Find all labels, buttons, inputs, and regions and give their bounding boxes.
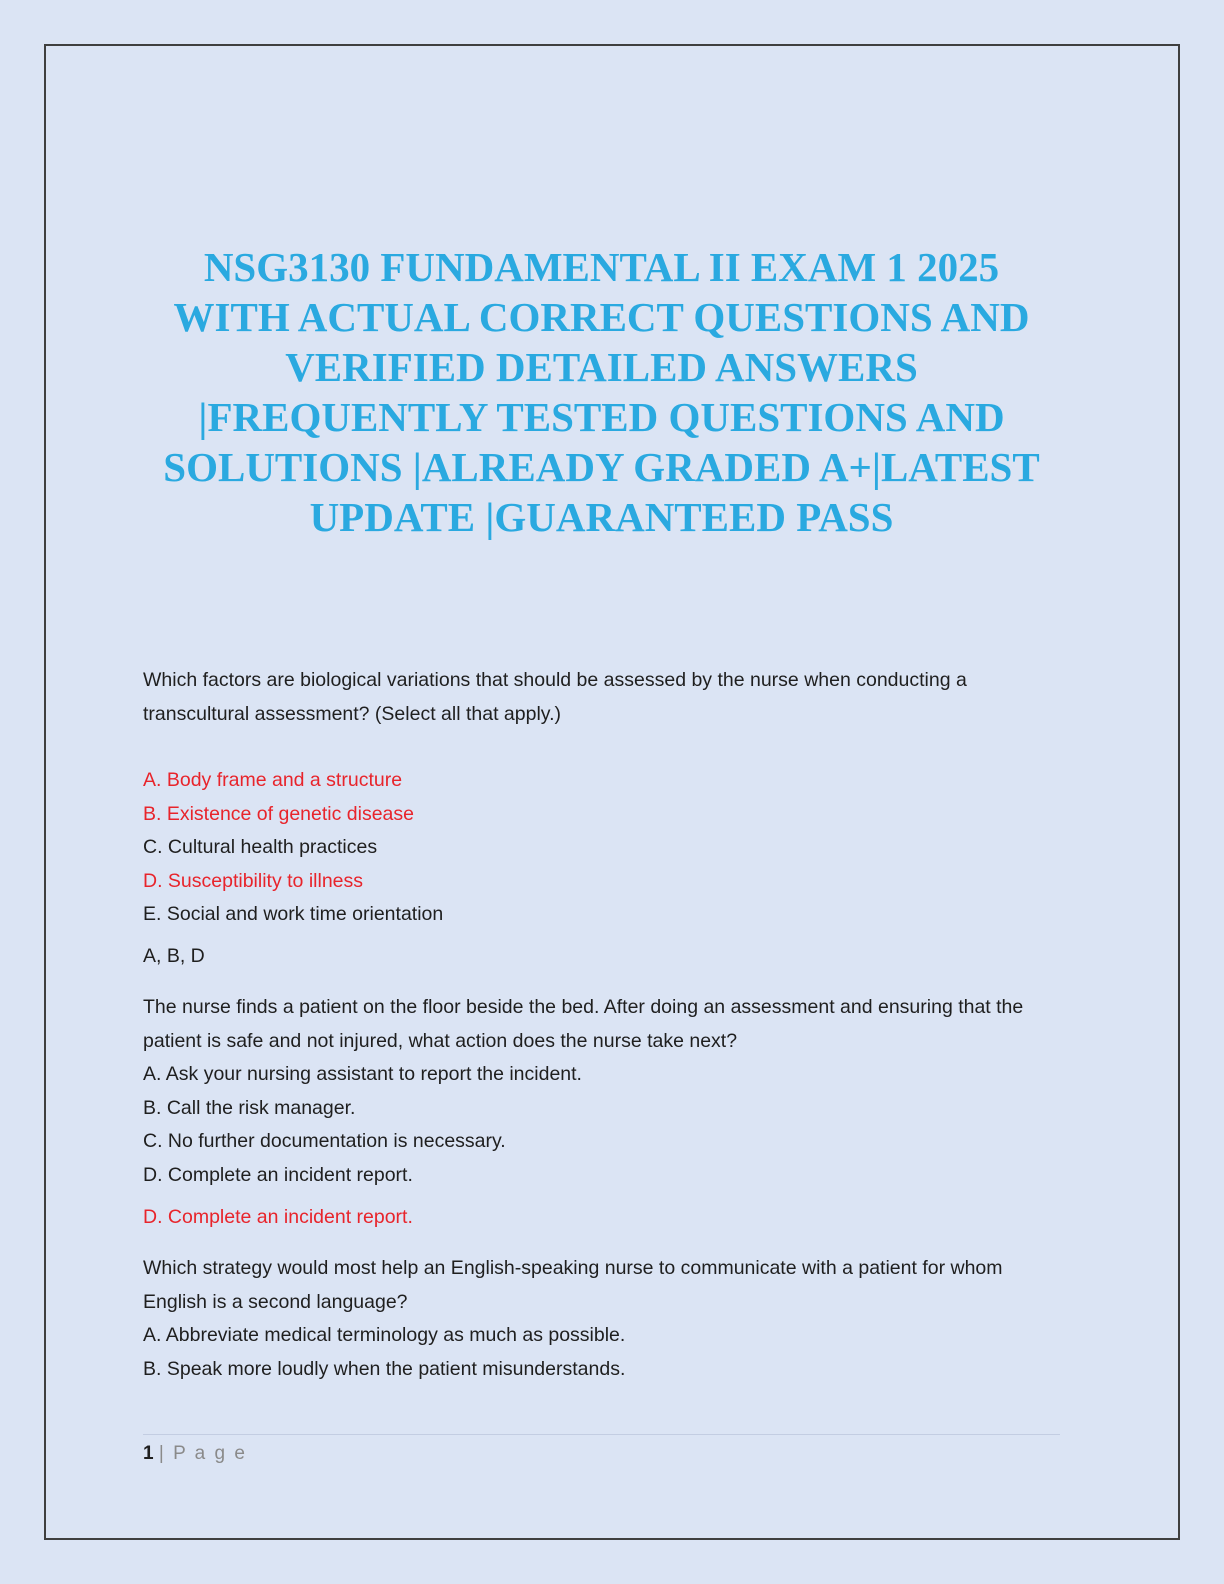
page-footer [143, 1434, 1060, 1465]
answer-line: A, B, D [143, 944, 205, 967]
options-list [143, 764, 1060, 932]
title-line: NSG3130 FUNDAMENTAL II EXAM 1 2025 [203, 244, 1000, 290]
option-line: A. Abbreviate medical terminology as much as possible. [143, 1324, 626, 1347]
question-block [143, 991, 1060, 1234]
title-line: UPDATE |GUARANTEED PASS [309, 494, 894, 541]
title-line: SOLUTIONS |ALREADY GRADED A+|LATEST [163, 444, 1040, 491]
option-line: D. Complete an incident report. [143, 1164, 413, 1186]
title-line: |FREQUENTLY TESTED QUESTIONS AND [198, 394, 1005, 441]
option-line: C. No further documentation is necessary. [143, 1130, 506, 1153]
page-number: 1 [143, 1443, 154, 1464]
option-line: A. Body frame and a structure [143, 769, 403, 792]
question-text: Which strategy would most help an English-speaking nurse to communicate with a patient for whom English is a second language? [143, 1257, 1003, 1313]
option-line: B. Existence of genetic disease [143, 802, 414, 825]
options-list [143, 1058, 1060, 1192]
answer-line: D. Complete an incident report. [143, 1205, 413, 1228]
title-line: VERIFIED DETAILED ANSWERS [285, 344, 918, 391]
option-line: A. Ask your nursing assistant to report the incident. [143, 1063, 582, 1086]
option-line: B. Speak more loudly when the patient misunderstands. [143, 1357, 626, 1380]
page-label: | P a g e [158, 1443, 247, 1464]
question-text: Which factors are biological variations that should be assessed by the nurse when conducting a transcultural assessment? (Select all that apply.) [143, 669, 967, 725]
questions-section [143, 664, 1060, 1386]
option-line: B. Call the risk manager. [143, 1096, 356, 1119]
page-content [46, 46, 1178, 1538]
options-list [143, 1319, 1060, 1386]
option-line: C. Cultural health practices [143, 836, 378, 859]
option-line: E. Social and work time orientation [143, 903, 444, 926]
document-title [143, 242, 1060, 542]
question-text: The nurse finds a patient on the floor beside the bed. After doing an assessment and ensuring that the patient is safe and not injured, what action does the nurse take next? [143, 996, 1024, 1052]
option-line: D. Susceptibility to illness [143, 869, 364, 892]
title-line: WITH ACTUAL CORRECT QUESTIONS AND [173, 294, 1030, 341]
question-block [143, 664, 1060, 973]
question-block [143, 1252, 1060, 1386]
